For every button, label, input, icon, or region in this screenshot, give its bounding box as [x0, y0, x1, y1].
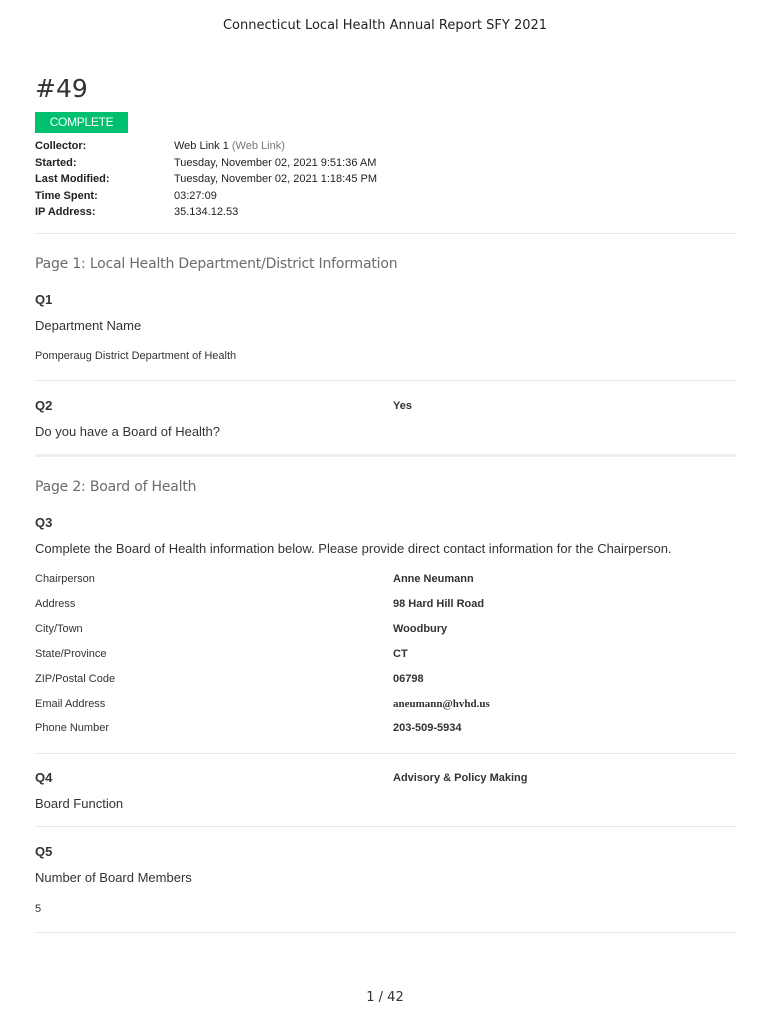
q4-text: Board Function	[35, 796, 124, 811]
divider	[35, 233, 736, 234]
collector-type: (Web Link)	[231, 140, 285, 152]
divider	[35, 826, 736, 827]
q1-answer: Pomperaug District Department of Health	[35, 350, 237, 362]
field-value-email: aneumann@hvhd.us	[393, 698, 490, 710]
page-2-title: Page 2: Board of Health	[35, 479, 197, 495]
meta-value: 35.134.12.53	[174, 206, 239, 219]
q2-number: Q2	[35, 398, 53, 413]
response-metadata	[35, 140, 377, 223]
q2-answer: Yes	[393, 400, 412, 412]
divider	[35, 753, 736, 754]
divider	[35, 932, 736, 933]
field-label-zip: ZIP/Postal Code	[35, 673, 116, 685]
field-label-phone: Phone Number	[35, 722, 109, 734]
q1-number: Q1	[35, 292, 53, 307]
document-header-title: Connecticut Local Health Annual Report SFY 2021	[222, 18, 548, 33]
q2-text: Do you have a Board of Health?	[35, 424, 221, 439]
meta-value: 03:27:09	[174, 189, 217, 202]
q3-number: Q3	[35, 515, 53, 530]
field-label-state: State/Province	[35, 648, 107, 660]
meta-row-ip-address	[35, 206, 377, 223]
page-divider	[35, 454, 736, 457]
meta-label: Started:	[35, 156, 77, 169]
field-label-city: City/Town	[35, 623, 83, 635]
meta-value: Tuesday, November 02, 2021 1:18:45 PM	[174, 173, 378, 186]
status-badge: COMPLETE	[35, 112, 128, 133]
meta-row-last-modified	[35, 173, 377, 190]
page-indicator: 1 / 42	[366, 990, 404, 1005]
divider	[35, 380, 736, 381]
meta-label: Last Modified:	[35, 173, 110, 186]
field-value-city: Woodbury	[393, 623, 448, 635]
field-label-email: Email Address	[35, 698, 106, 710]
page-1-title: Page 1: Local Health Department/District Information	[35, 256, 398, 272]
meta-label: Time Spent:	[35, 189, 98, 202]
q4-answer: Advisory & Policy Making	[393, 772, 528, 784]
q1-text: Department Name	[35, 318, 142, 333]
q5-text: Number of Board Members	[35, 870, 192, 885]
field-label-chairperson: Chairperson	[35, 573, 95, 585]
meta-value: Tuesday, November 02, 2021 9:51:36 AM	[174, 156, 377, 169]
field-value-zip: 06798	[393, 673, 424, 685]
meta-label: IP Address:	[35, 206, 96, 219]
q5-number: Q5	[35, 844, 53, 859]
response-number: #49	[35, 74, 88, 103]
q3-text: Complete the Board of Health information below. Please provide direct contact information for the Chairperson.	[35, 541, 672, 556]
q4-number: Q4	[35, 770, 53, 785]
field-value-phone: 203-509-5934	[393, 722, 462, 734]
meta-row-collector	[35, 140, 377, 157]
collector-name: Web Link 1	[174, 140, 229, 152]
meta-label: Collector:	[35, 140, 87, 152]
field-value-state: CT	[393, 648, 408, 660]
field-label-address: Address	[35, 598, 76, 610]
meta-row-started	[35, 157, 377, 174]
field-value-address: 98 Hard Hill Road	[393, 598, 485, 610]
q5-answer: 5	[35, 903, 42, 915]
meta-row-time-spent	[35, 190, 377, 207]
meta-value	[174, 140, 285, 157]
field-value-chairperson: Anne Neumann	[393, 573, 474, 585]
